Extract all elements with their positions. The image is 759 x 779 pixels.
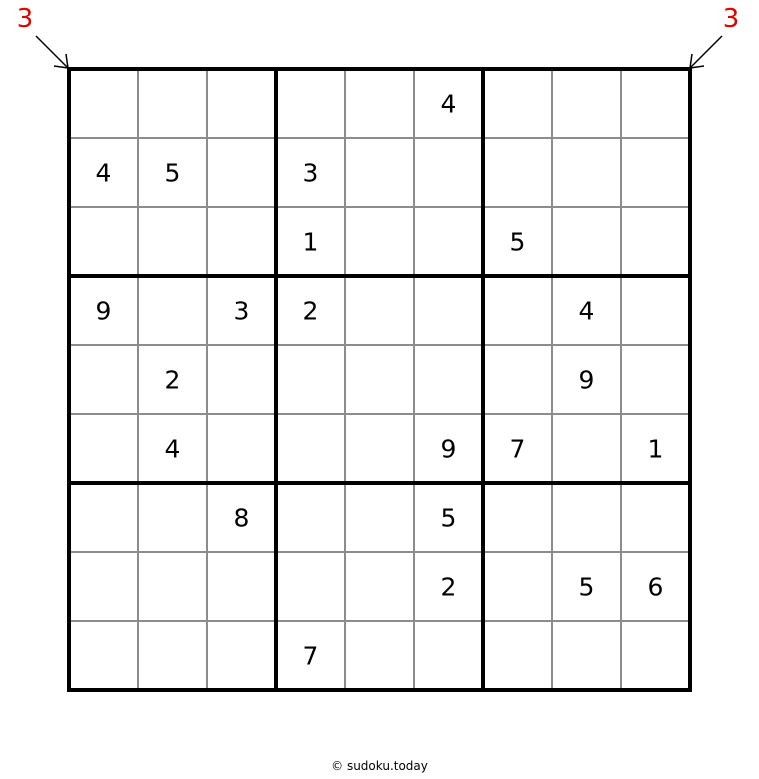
cell-r1c1[interactable] <box>69 69 138 138</box>
cell-r8c1[interactable] <box>69 552 138 621</box>
given-digit: 5 <box>164 158 181 188</box>
given-digit: 2 <box>302 296 319 326</box>
cell-r5c6[interactable] <box>414 345 483 414</box>
given-digit: 9 <box>578 365 595 395</box>
given-digit: 5 <box>578 572 595 602</box>
given-digit: 9 <box>440 434 457 464</box>
cell-r6c5[interactable] <box>345 414 414 483</box>
given-digit: 2 <box>440 572 457 602</box>
cell-r8c4[interactable] <box>276 552 345 621</box>
footer-credit: © sudoku.today <box>331 759 428 773</box>
cell-r9c5[interactable] <box>345 621 414 690</box>
cell-r5c5[interactable] <box>345 345 414 414</box>
cell-r5c1[interactable] <box>69 345 138 414</box>
cell-r9c6[interactable] <box>414 621 483 690</box>
cell-r1c2[interactable] <box>138 69 207 138</box>
given-digit: 9 <box>95 296 112 326</box>
cell-r3c8[interactable] <box>552 207 621 276</box>
given-digit: 7 <box>302 641 319 671</box>
cell-r1c3[interactable] <box>207 69 276 138</box>
given-digit: 1 <box>647 434 664 464</box>
cell-r3c2[interactable] <box>138 207 207 276</box>
cell-r3c6[interactable] <box>414 207 483 276</box>
arrow-down-right-icon <box>36 36 68 68</box>
given-digit: 7 <box>509 434 526 464</box>
cell-r8c2[interactable] <box>138 552 207 621</box>
cell-r7c8[interactable] <box>552 483 621 552</box>
cell-r6c1[interactable] <box>69 414 138 483</box>
cell-r7c4[interactable] <box>276 483 345 552</box>
given-digit: 3 <box>302 158 319 188</box>
given-digit: 4 <box>440 89 457 119</box>
cell-r3c9[interactable] <box>621 207 690 276</box>
cell-r8c3[interactable] <box>207 552 276 621</box>
cell-r9c1[interactable] <box>69 621 138 690</box>
given-digit: 4 <box>578 296 595 326</box>
given-digit: 1 <box>302 227 319 257</box>
cell-r1c4[interactable] <box>276 69 345 138</box>
cell-r4c5[interactable] <box>345 276 414 345</box>
cell-r7c5[interactable] <box>345 483 414 552</box>
cell-r1c8[interactable] <box>552 69 621 138</box>
cell-r3c1[interactable] <box>69 207 138 276</box>
cell-r7c1[interactable] <box>69 483 138 552</box>
cell-r7c7[interactable] <box>483 483 552 552</box>
cell-r8c7[interactable] <box>483 552 552 621</box>
given-digit: 4 <box>95 158 112 188</box>
diagonal-clue-left-label: 3 <box>16 4 34 34</box>
cell-r4c6[interactable] <box>414 276 483 345</box>
cell-r5c9[interactable] <box>621 345 690 414</box>
cell-r8c5[interactable] <box>345 552 414 621</box>
cell-r2c5[interactable] <box>345 138 414 207</box>
cell-r2c8[interactable] <box>552 138 621 207</box>
given-digit: 2 <box>164 365 181 395</box>
cell-r1c5[interactable] <box>345 69 414 138</box>
cell-r6c3[interactable] <box>207 414 276 483</box>
cell-r1c9[interactable] <box>621 69 690 138</box>
cell-r7c9[interactable] <box>621 483 690 552</box>
cell-r9c2[interactable] <box>138 621 207 690</box>
given-digit: 5 <box>509 227 526 257</box>
given-digit: 8 <box>233 503 250 533</box>
cell-r2c9[interactable] <box>621 138 690 207</box>
cell-r2c6[interactable] <box>414 138 483 207</box>
cell-r4c2[interactable] <box>138 276 207 345</box>
cell-r5c7[interactable] <box>483 345 552 414</box>
cell-r4c9[interactable] <box>621 276 690 345</box>
cell-r5c3[interactable] <box>207 345 276 414</box>
cell-r9c3[interactable] <box>207 621 276 690</box>
cell-r6c8[interactable] <box>552 414 621 483</box>
given-digit: 4 <box>164 434 181 464</box>
cell-r4c7[interactable] <box>483 276 552 345</box>
cell-r9c8[interactable] <box>552 621 621 690</box>
cell-r1c7[interactable] <box>483 69 552 138</box>
cell-r5c4[interactable] <box>276 345 345 414</box>
cell-r7c2[interactable] <box>138 483 207 552</box>
diagonal-clue-right <box>690 4 739 68</box>
diagonal-clue-left <box>17 4 68 68</box>
cell-r2c7[interactable] <box>483 138 552 207</box>
arrow-down-left-icon <box>690 36 722 68</box>
given-digit: 5 <box>440 503 457 533</box>
cell-layer <box>69 69 690 690</box>
cell-r6c4[interactable] <box>276 414 345 483</box>
given-digit: 6 <box>647 572 664 602</box>
given-digit: 3 <box>233 296 250 326</box>
cell-r9c7[interactable] <box>483 621 552 690</box>
diagonal-clue-right-label: 3 <box>722 4 740 34</box>
cell-r9c9[interactable] <box>621 621 690 690</box>
cell-r2c3[interactable] <box>207 138 276 207</box>
cell-r3c3[interactable] <box>207 207 276 276</box>
cell-r3c5[interactable] <box>345 207 414 276</box>
